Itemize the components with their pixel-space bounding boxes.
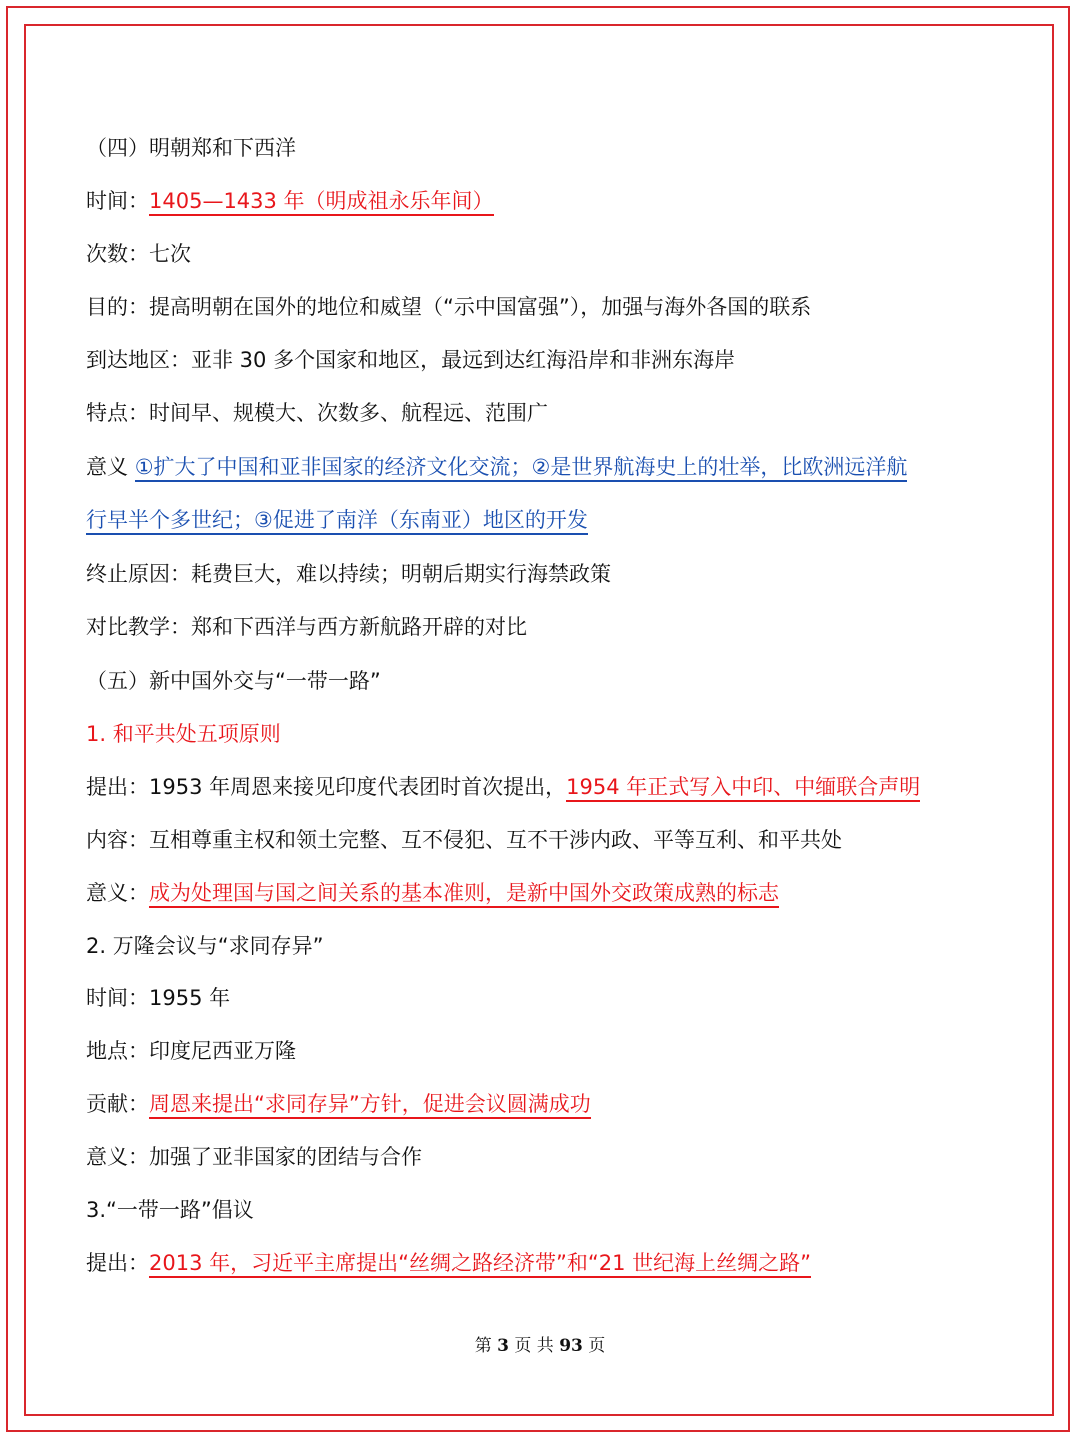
sub2-contribution bbox=[86, 1088, 591, 1120]
sub2-title-text: 2. 万隆会议与“求同存异” bbox=[86, 934, 324, 958]
section4-heading-text: （四）明朝郑和下西洋 bbox=[86, 136, 296, 160]
section4-time bbox=[86, 185, 494, 217]
compare-value: 郑和下西洋与西方新航路开辟的对比 bbox=[191, 615, 527, 639]
significance-text-1: ①扩大了中国和亚非国家的经济文化交流；②是世界航海史上的壮举，比欧洲远洋航 bbox=[135, 455, 908, 482]
section4-significance-line1 bbox=[86, 451, 907, 483]
section4-region bbox=[86, 344, 735, 376]
time-label: 时间： bbox=[86, 189, 149, 213]
section4-compare bbox=[86, 611, 527, 643]
sub1-proposal bbox=[86, 771, 920, 803]
sub2-contribution-value: 周恩来提出“求同存异”方针，促进会议圆满成功 bbox=[149, 1092, 591, 1119]
sub2-significance bbox=[86, 1141, 422, 1173]
page-footer bbox=[0, 1334, 1080, 1358]
sub1-content bbox=[86, 824, 842, 856]
sub1-significance-value: 成为处理国与国之间关系的基本准则，是新中国外交政策成熟的标志 bbox=[149, 881, 779, 908]
sub1-title-text: 1. 和平共处五项原则 bbox=[86, 722, 281, 746]
significance-text-2: 行早半个多世纪；③促进了南洋（东南亚）地区的开发 bbox=[86, 508, 588, 535]
sub3-title bbox=[86, 1194, 254, 1226]
sub2-significance-value: 加强了亚非国家的团结与合作 bbox=[149, 1145, 422, 1169]
sub1-proposal-plain: 1953 年周恩来接见印度代表团时首次提出， bbox=[149, 775, 567, 799]
region-value: 亚非 30 多个国家和地区，最远到达红海沿岸和非洲东海岸 bbox=[191, 348, 736, 372]
section4-heading bbox=[86, 132, 296, 164]
features-label: 特点： bbox=[86, 401, 149, 425]
sub2-place-label: 地点： bbox=[86, 1039, 149, 1063]
section4-count bbox=[86, 238, 191, 270]
sub1-content-value: 互相尊重主权和领土完整、互不侵犯、互不干涉内政、平等互利、和平共处 bbox=[149, 828, 842, 852]
significance-label: 意义 bbox=[86, 455, 128, 479]
sub2-contribution-label: 贡献： bbox=[86, 1092, 149, 1116]
sub1-significance-label: 意义： bbox=[86, 881, 149, 905]
sub2-time-value: 1955 年 bbox=[149, 986, 231, 1010]
sub3-title-text: 3.“一带一路”倡议 bbox=[86, 1198, 254, 1222]
sub2-time bbox=[86, 982, 230, 1014]
section5-heading bbox=[86, 665, 381, 697]
sub3-proposal-label: 提出： bbox=[86, 1251, 149, 1275]
sub1-proposal-highlight: 1954 年正式写入中印、中缅联合声明 bbox=[566, 775, 920, 802]
footer-page-number: 3 bbox=[497, 1336, 509, 1356]
footer-middle: 页 共 bbox=[514, 1336, 554, 1356]
region-label: 到达地区： bbox=[86, 348, 191, 372]
section4-features bbox=[86, 397, 548, 429]
section4-significance-line2 bbox=[86, 504, 588, 536]
count-value: 七次 bbox=[149, 242, 191, 266]
sub2-place bbox=[86, 1035, 296, 1067]
compare-label: 对比教学： bbox=[86, 615, 191, 639]
sub1-significance bbox=[86, 877, 779, 909]
sub3-proposal bbox=[86, 1247, 811, 1279]
sub1-proposal-label: 提出： bbox=[86, 775, 149, 799]
purpose-label: 目的： bbox=[86, 295, 149, 319]
sub2-significance-label: 意义： bbox=[86, 1145, 149, 1169]
sub1-content-label: 内容： bbox=[86, 828, 149, 852]
sub2-time-label: 时间： bbox=[86, 986, 149, 1010]
features-value: 时间早、规模大、次数多、航程远、范围广 bbox=[149, 401, 548, 425]
sub2-place-value: 印度尼西亚万隆 bbox=[149, 1039, 296, 1063]
purpose-value: 提高明朝在国外的地位和威望（“示中国富强”），加强与海外各国的联系 bbox=[149, 295, 812, 319]
section5-heading-text: （五）新中国外交与“一带一路” bbox=[86, 669, 381, 693]
sub1-title bbox=[86, 718, 281, 750]
footer-prefix: 第 bbox=[474, 1336, 492, 1356]
sub3-proposal-value: 2013 年，习近平主席提出“丝绸之路经济带”和“21 世纪海上丝绸之路” bbox=[149, 1251, 811, 1278]
section4-purpose bbox=[86, 291, 811, 323]
time-value: 1405—1433 年（明成祖永乐年间） bbox=[149, 189, 494, 216]
sub2-title bbox=[86, 930, 323, 962]
footer-suffix: 页 bbox=[588, 1336, 606, 1356]
footer-total-pages: 93 bbox=[559, 1336, 583, 1356]
section4-end-reason bbox=[86, 558, 611, 590]
end-reason-label: 终止原因： bbox=[86, 562, 191, 586]
end-reason-value: 耗费巨大，难以持续；明朝后期实行海禁政策 bbox=[191, 562, 611, 586]
count-label: 次数： bbox=[86, 242, 149, 266]
